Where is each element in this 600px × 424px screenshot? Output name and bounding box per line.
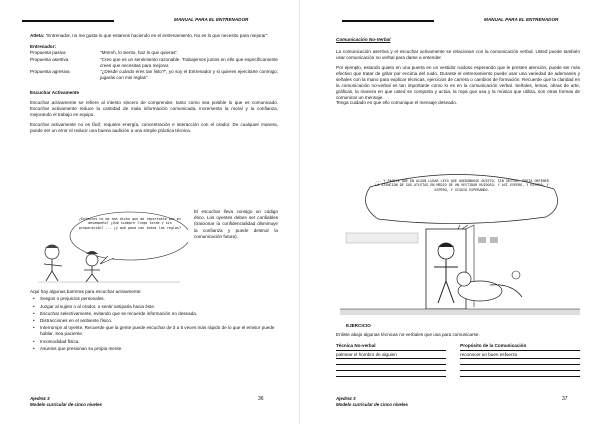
cartoon-speech-bubble: ¿Entonces no me has dicho que me reportaste por mi desempeño? ¿Qué siempre llego tarde y sin preparación? ... ¿y qué pasa con todas las reglas?	[78, 217, 182, 230]
left-content	[30, 33, 278, 138]
section-title: Escuchar Activamente	[30, 90, 80, 96]
proposal-name: Propuesta asertiva	[30, 56, 69, 62]
athlete-quote: "Entrenador, no me gusta lo que estamos haciendo en el entrenamiento. No es lo que necesito para mejorar".	[45, 33, 269, 38]
proposal-row	[30, 50, 278, 57]
footer-line: Ajedrez 3	[336, 396, 356, 401]
header-rule	[22, 20, 114, 22]
proposal-text: "¿Desde cuándo eres tan listo?", yo soy el Entrenador y si quieres ejercitarte conmigo, jugarás con mis reglas".	[100, 69, 278, 81]
table-row	[336, 370, 580, 376]
paragraph: Tenga cuidado en que ello comunique el mensaje deseado.	[336, 100, 458, 106]
list-item: • Juzgar al sujeto o al orador, o sentir antipatía hacia éste.	[40, 304, 278, 310]
athlete-label: Atleta:	[30, 33, 45, 38]
column-header: Propósito de la Comunicación	[460, 343, 580, 350]
side-note: El escuchar lleva consigo un código ético. Los oyentes deben ser confiables (traicionar la confidencialidad disminuye la confianza y puede destruir la comunicación futura).	[194, 209, 278, 239]
list-item: • Asuntos que presionan su propia mente.	[40, 346, 278, 352]
footer-line: Modelo curricular de cinco niveles	[336, 401, 408, 407]
athlete-line	[30, 33, 278, 39]
list-item: • Escuchar selectivamente, evitando que se recuerde información no deseada.	[40, 311, 278, 317]
barriers-block	[30, 289, 278, 353]
right-content	[336, 37, 580, 111]
barriers-list	[30, 296, 278, 351]
footer-line: Ajedrez 3	[30, 396, 50, 401]
coach-label: Entrenador:	[30, 43, 57, 49]
section-title: Comunicación No-Verbal	[336, 37, 391, 42]
table-cell: reconocer un buen esfuerzo	[460, 350, 580, 358]
footer-line: Modelo curricular de cinco niveles	[30, 401, 102, 407]
cartoon-illustration	[340, 167, 580, 315]
proposal-row	[30, 57, 278, 70]
exercise-intro: Enliste abajo algunas técnicas no-verbales que usa para comunicarse.	[336, 331, 480, 337]
list-item: • Distracciones en el ambiente físico.	[40, 318, 278, 324]
list-item: • Sesgos o prejuicios personales.	[40, 296, 278, 302]
proposal-name: Propuesta pasiva	[30, 49, 66, 55]
footer	[30, 396, 102, 408]
table-cell: palmear el hombro de alguien	[336, 350, 446, 358]
cartoon-speech-bubble: ... Y PARECE QUE EN ALGÚN LUGAR LEYÓ QUE QUEDÁNDOSE QUIETO, SIN GRITAR, PODÍA OBTENER LA ATENCIÓN DE SUS ATLETAS EN MEDIO DE UN VESTIDOR RUIDOSO. Y ASÍ ESPERÓ, Y ESPERÓ, Y ESPERÓ, Y SIGUIÓ ESPERANDO.	[375, 179, 549, 192]
proposal-text: "Creo que es un sentimiento razonable. Trabajemos juntos en ello que específicamente crees que necesitas para mejorar.	[100, 56, 278, 68]
cartoon-illustration	[30, 206, 188, 284]
proposal-row	[30, 69, 278, 82]
right-page	[300, 0, 600, 424]
exercise-table	[336, 343, 580, 377]
proposal-name: Propuesta agresiva	[30, 69, 70, 75]
proposal-text: "Mmmh, lo siento, haz lo que quieras".	[100, 49, 179, 55]
blank-answer-line[interactable]	[460, 370, 580, 376]
exercise-block	[336, 323, 580, 377]
blank-answer-line[interactable]	[336, 370, 446, 376]
proposals-table	[30, 50, 278, 82]
exercise-title: EJERCICIO	[346, 323, 371, 328]
page-number: 36	[258, 396, 264, 402]
paragraph: Escuchar activamente se refiere al intento sincero de comprender, tanto como sea posible lo que es comunicado. Escuchar activamente reduce la cantidad de mala información comunicada, incrementa la moral y la confianza, mejorando el trabajo en equipo.	[30, 100, 278, 117]
column-header: Técnica No-verbal	[336, 343, 446, 350]
list-item: • Interrumpir al oyente. Recuerde que la gente puede escuchar de 3 a 5 veces más rápido de lo que el emisor puede hablar. Sea paciente.	[40, 325, 278, 337]
table-row	[336, 350, 580, 358]
barriers-intro: Aquí hay algunas barreras para escuchar activamente:	[30, 289, 142, 294]
header-rule	[342, 20, 434, 22]
paragraph: Por ejemplo, estando quieto en una puerta en un vestidor ruidoso esperando que le presten atención, puede ser más efectivo que tratar de gritar por encima del ruido. Durante el entrenamiento puede usar una variedad de ademanes y señales con la mano para explicar técnicas, ejercicios de carrera o cambios de formación. Recuerde que la claridad en la comunicación no-verbal es tan importante como lo es en la comunicación verbal. Señales, lemas, obras de arte, gráficas, la manera en que usted se comporta y actúa, la ropa que usa y la música que utiliza, son otras formas de comunicar un mensaje.	[336, 65, 580, 100]
paragraph: Escuchar activamente no es fácil; requiere energía, concentración e interacción con el orador. De cualquier manera, puede ser un error el reducir una buena audición a una simple práctica técnica.	[30, 122, 278, 133]
list-item: • Incomodidad física.	[40, 339, 278, 345]
page-number: 37	[562, 396, 568, 402]
header-title: MANUAL PARA EL ENTRENADOR	[484, 17, 559, 22]
footer	[336, 396, 408, 408]
paragraph: La comunicación asertiva y el escuchar activamente se relacionan con la comunicación verbal. Usted puede también usar comunicación no verbal para darse a entender.	[336, 48, 580, 60]
header-title: MANUAL PARA EL ENTRENADOR	[174, 17, 249, 22]
